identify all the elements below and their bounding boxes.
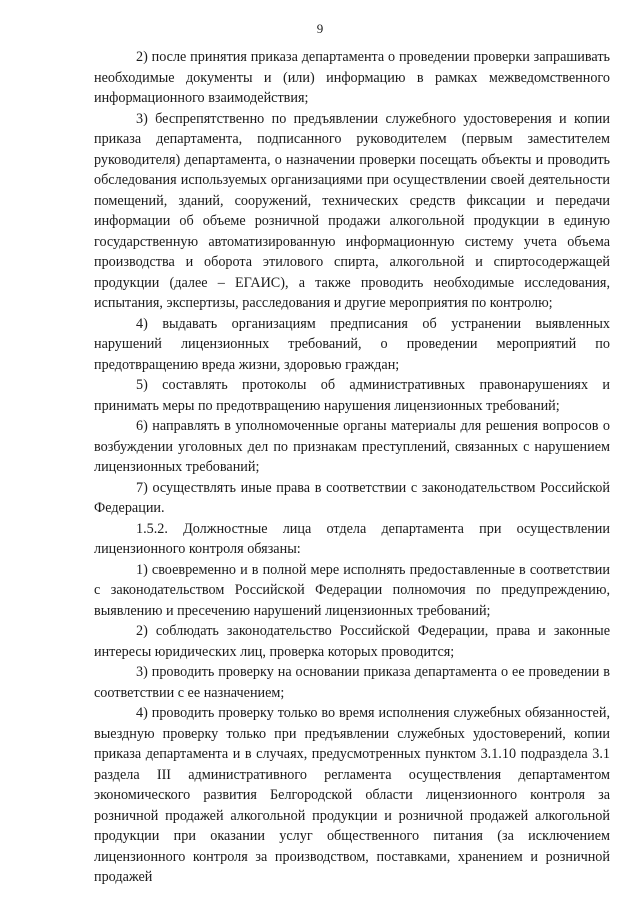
paragraph-rights-4: 4) выдавать организациям предписания об устранении выявленных нарушений лицензионных требований, о проведении мероприятий по предотвращению вреда жизни, здоровью граждан;	[94, 315, 610, 373]
paragraph-duties-3: 3) проводить проверку на основании приказа департамента о ее проведении в соответствии с ее назначением;	[94, 664, 610, 701]
paragraph-duties-2: 2) соблюдать законодательство Российской Федерации, права и законные интересы юридических лиц, проверка которых проводится;	[94, 623, 610, 660]
section-1-5-2-heading: 1.5.2. Должностные лица отдела департамента при осуществлении лицензионного контроля обязаны:	[94, 520, 610, 557]
paragraph-rights-2: 2) после принятия приказа департамента о проведении проверки запрашивать необходимые документы и (или) информацию в рамках межведомственного информационного взаимодействия;	[94, 49, 610, 106]
page-number: 9	[316, 21, 324, 36]
paragraph-rights-5: 5) составлять протоколы об административных правонарушениях и принимать меры по предотвращению нарушения лицензионных требований;	[94, 377, 610, 414]
paragraph-duties-1: 1) своевременно и в полной мере исполнять предоставленные в соответствии с законодательством Российской Федерации полномочия по предупреждению, выявлению и пресечению нарушений лицензионных требований;	[94, 561, 610, 619]
paragraph-rights-3: 3) беспрепятственно по предъявлении служебного удостоверения и копии приказа департамента, подписанного руководителем (первым заместителем руководителя) департамента, о назначении проверки посещать объекты и проводить обследования используемых организациями при осуществлении своей деятельности помещений, зданий, сооружений, технических средств фиксации и передачи информации об объеме розничной продажи алкогольной продукции в единую государственную автоматизированную информационную систему учета объема производства и оборота этилового спирта, алкогольной и спиртосодержащей продукции (далее – ЕГАИС), а также проводить необходимые исследования, испытания, экспертизы, расследования и другие мероприятия по контролю;	[94, 110, 610, 311]
paragraph-duties-4: 4) проводить проверку только во время исполнения служебных обязанностей, выездную проверку только при предъявлении служебных удостоверений, копии приказа департамента и в случаях, предусмотренных пунктом 3.1.10 подраздела 3.1 раздела III административного регламента осуществления департаментом экономического развития Белгородской области лицензионного контроля за розничной продажей алкогольной продукции и розничной продажей алкогольной продукции при оказании услуг общественного питания (за исключением лицензионного контроля за производством, поставками, хранением и розничной продажей	[94, 705, 610, 885]
paragraph-rights-7: 7) осуществлять иные права в соответствии с законодательством Российской Федерации.	[94, 479, 610, 516]
paragraph-rights-6: 6) направлять в уполномоченные органы материалы для решения вопросов о возбуждении уголовных дел по признакам преступлений, связанных с нарушением лицензионных требований;	[94, 418, 610, 475]
document-body	[94, 47, 610, 888]
